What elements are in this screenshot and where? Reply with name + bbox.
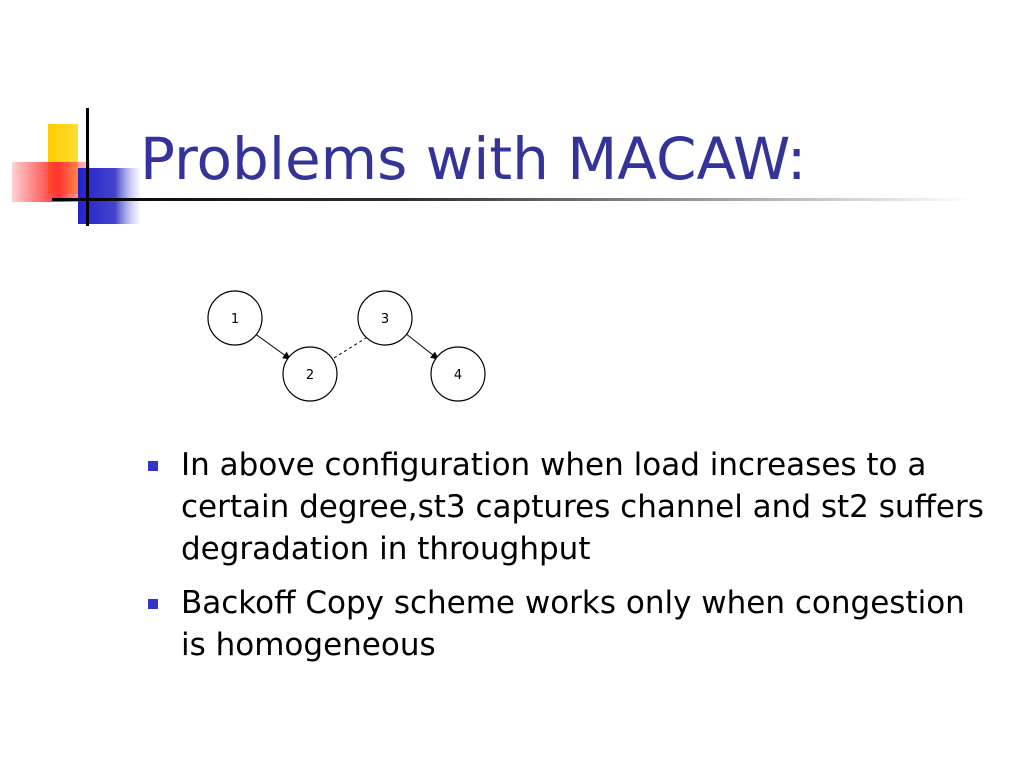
svg-text:2: 2 [305,368,315,383]
slide-title: Problems with MACAW: [140,125,807,193]
edge-1-2 [254,333,290,359]
node-4 [431,347,485,401]
svg-text:4: 4 [453,368,463,383]
ornament-vertical-line [86,108,89,226]
bullet-text: Backoff Copy scheme works only when congestion is homogeneous [181,585,965,663]
edge-2-3 [334,338,366,358]
bullet-square-icon [148,599,158,609]
svg-text:3: 3 [380,312,390,327]
title-underline [52,198,972,201]
network-diagram [200,283,500,413]
node-3 [358,291,412,345]
bullet-list [145,444,995,678]
bullet-square-icon [148,461,158,471]
node-2 [283,347,337,401]
title-ornament [0,0,200,240]
edge-3-4 [405,333,438,359]
bullet-text: In above configuration when load increases to a certain degree,st3 captures channel and st2 suffers degradation in throughput [181,447,984,567]
bullet-item [145,444,995,570]
svg-text:1: 1 [230,312,240,327]
node-1 [208,291,262,345]
bullet-item [145,582,995,666]
